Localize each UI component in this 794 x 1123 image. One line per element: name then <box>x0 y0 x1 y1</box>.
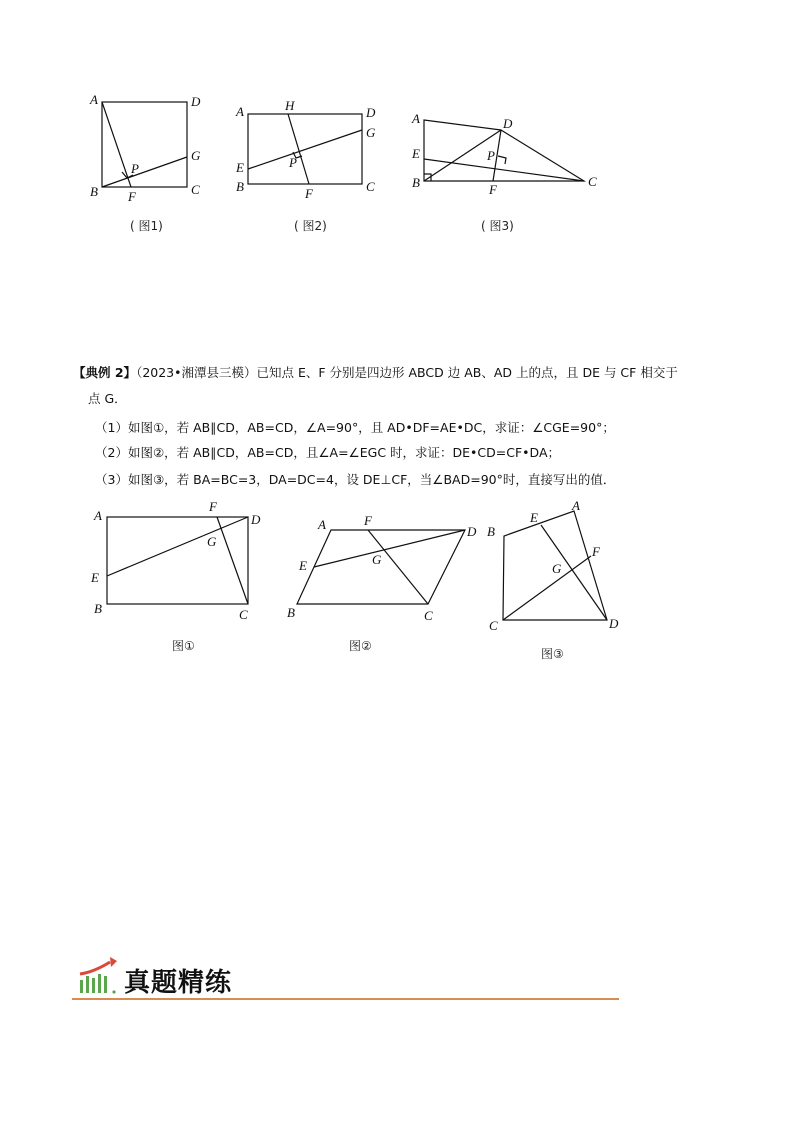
fig3-caption: ( 图3) <box>481 219 514 233</box>
fig2-label-e: E <box>236 160 244 175</box>
fig3-label-p: P <box>487 148 495 163</box>
fig3-label-c: C <box>588 174 597 189</box>
fig2-label-c: C <box>366 179 375 194</box>
bottom-fig3-caption: 图③ <box>541 647 564 661</box>
fig1-label-p: P <box>131 161 139 176</box>
b3-label-d: D <box>609 616 619 631</box>
question-1: （1）如图①，若 AB∥CD，AB=CD，∠A=90°，且 AD•DF=AE•DC，求证：∠CGE=90°； <box>95 420 615 435</box>
fig2-label-b: B <box>236 179 244 194</box>
b2-label-g: G <box>372 552 382 567</box>
fig2-caption: ( 图2) <box>294 219 327 233</box>
b3-label-a: A <box>572 498 580 513</box>
fig1-label-a: A <box>90 92 98 107</box>
bottom-fig2-caption: 图② <box>349 639 372 653</box>
b1-label-c: C <box>239 607 248 622</box>
b1-label-b: B <box>94 601 102 616</box>
b2-label-e: E <box>299 558 307 573</box>
fig3-label-d: D <box>503 116 513 131</box>
b1-label-d: D <box>251 512 261 527</box>
b1-label-g: G <box>207 534 217 549</box>
b3-label-c: C <box>489 618 498 633</box>
fig2-label-p: P <box>289 155 297 170</box>
question-2: （2）如图②，若 AB∥CD，AB=CD，且∠A=∠EGC 时，求证：DE•CD=CF•DA； <box>95 445 561 460</box>
b2-label-d: D <box>467 524 477 539</box>
fig2-label-d: D <box>366 105 376 120</box>
question-3: （3）如图③，若 BA=BC=3，DA=DC=4，设 DE⊥CF，当∠BAD=90°时，直接写出的值． <box>95 472 616 487</box>
fig1-label-g: G <box>191 148 201 163</box>
b1-label-a: A <box>94 508 102 523</box>
b3-label-b: B <box>487 524 495 539</box>
b2-label-b: B <box>287 605 295 620</box>
example-source: （2023•湘潭县三模） <box>136 365 257 380</box>
fig3-label-a: A <box>412 111 420 126</box>
figure-1-rectangle <box>107 517 248 604</box>
fig1-label-b: B <box>90 184 98 199</box>
fig1-label-d: D <box>191 94 201 109</box>
example-2-stem-line-2: 点 G． <box>88 391 127 406</box>
example-2-stem-line-1 <box>73 364 678 381</box>
bottom-figures <box>0 490 794 680</box>
fig2-label-h: H <box>285 98 295 113</box>
fig1-caption: ( 图1) <box>130 219 163 233</box>
b2-label-a: A <box>318 517 326 532</box>
b3-label-g: G <box>552 561 562 576</box>
fig2-label-g: G <box>366 125 376 140</box>
b2-label-f: F <box>364 513 372 528</box>
bottom-fig1-caption: 图① <box>172 639 195 653</box>
figure-2-rectangle <box>248 114 362 184</box>
b1-label-f: F <box>209 499 217 514</box>
top-figures <box>0 0 794 260</box>
section-underline <box>72 998 619 1000</box>
fig1-label-c: C <box>191 182 200 197</box>
figure-2-parallelogram <box>297 530 465 604</box>
b3-label-f: F <box>592 544 600 559</box>
fig1-label-f: F <box>128 189 136 204</box>
chart-growth-icon <box>76 956 122 996</box>
example-stem-1: 已知点 E、F 分别是四边形 ABCD 边 AB、AD 上的点，且 DE 与 CF 相交于 <box>256 365 678 380</box>
figure-1-square <box>102 102 187 187</box>
section-title: 真题精练 <box>124 968 233 998</box>
b3-label-e: E <box>530 510 538 525</box>
fig3-label-b: B <box>412 175 420 190</box>
fig2-label-f: F <box>305 186 313 201</box>
fig3-label-e: E <box>412 146 420 161</box>
fig3-label-f: F <box>489 182 497 197</box>
example-tag: 【典例 2】 <box>73 365 137 380</box>
b2-label-c: C <box>424 608 433 623</box>
fig2-label-a: A <box>236 104 244 119</box>
b1-label-e: E <box>91 570 99 585</box>
